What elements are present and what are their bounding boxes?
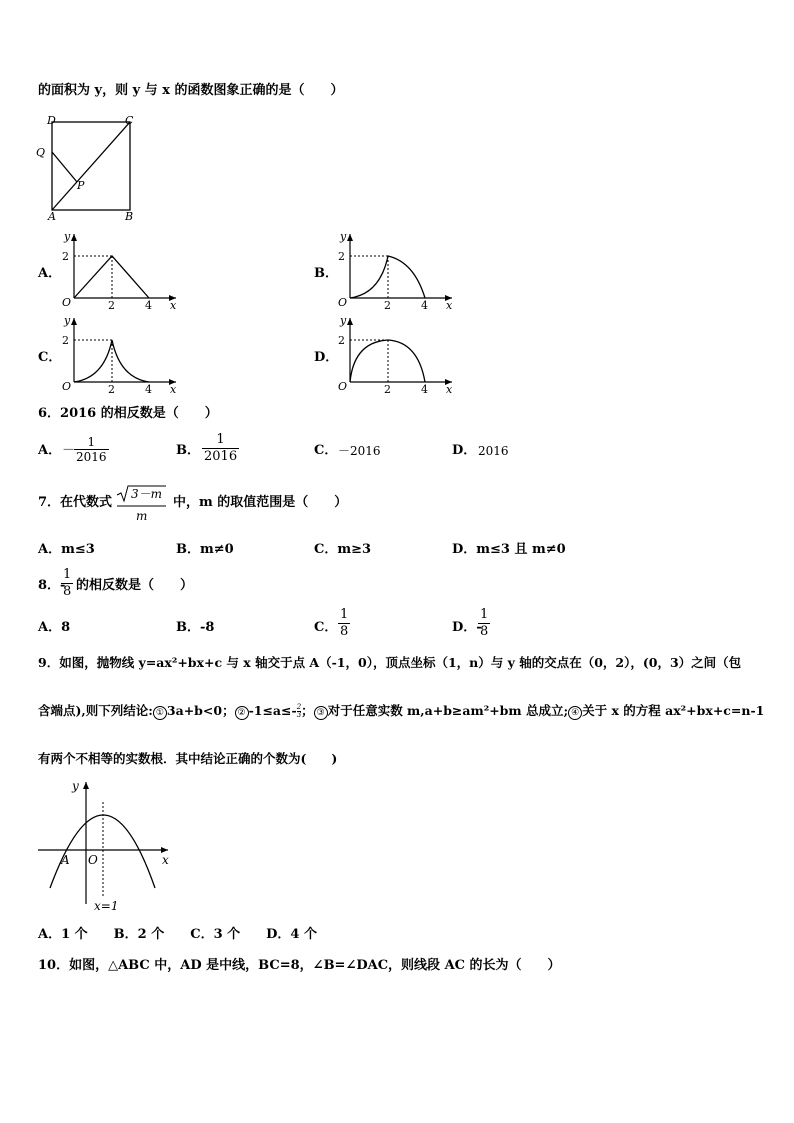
q5-option-c-graph (58, 312, 183, 394)
square-label-a: A (48, 210, 56, 223)
q6-option-c-label: C． (314, 443, 338, 458)
svg-text:x: x (446, 383, 453, 394)
svg-text:x=1: x=1 (94, 899, 119, 912)
square-label-c: C (125, 114, 134, 127)
svg-text:2: 2 (384, 383, 391, 394)
q8-option-a: A．8 (38, 620, 71, 635)
q5-option-b-graph (334, 228, 459, 310)
svg-text:O: O (62, 380, 72, 393)
circled-3: ③ (314, 706, 328, 720)
square-label-p: P (77, 179, 85, 192)
q8-option-d-fraction: 1 8 (480, 607, 489, 639)
circled-2: ② (235, 706, 249, 720)
q6-option-a-fraction: 1 2016 (76, 435, 107, 464)
q8-stem-pre: 8．- (38, 578, 66, 593)
circled-1: ① (153, 706, 167, 720)
svg-text:x: x (170, 299, 177, 310)
q9-parabola-graph (34, 776, 176, 912)
q7-stem-pre: 7．在代数式 (38, 495, 113, 510)
svg-text:x: x (162, 853, 169, 867)
q7-option-a: A．m≤3 (38, 542, 95, 557)
q7-option-d: D．m≤3 且 m≠0 (452, 542, 566, 557)
svg-text:y: y (340, 314, 347, 327)
q5-option-d-graph (334, 312, 459, 394)
q6-option-c-text: －2016 (338, 444, 381, 458)
q5-option-c-label: C． (38, 350, 62, 365)
q5-option-a-label: A． (38, 266, 62, 281)
svg-text:x: x (446, 299, 453, 310)
svg-text:y: y (64, 230, 71, 243)
q7-stem-post: 中，m 的取值范围是（ ） (173, 495, 348, 510)
q8-stem-post: 的相反数是（ ） (76, 578, 194, 593)
q9-fraction-2-3: $\frac{2}{3}$ (296, 703, 302, 719)
square-label-q: Q (36, 146, 46, 159)
q9-options: A．1 个 B．2 个 C．3 个 D．4 个 (38, 927, 317, 942)
svg-text:2: 2 (62, 334, 69, 347)
svg-text:2: 2 (338, 334, 345, 347)
square-label-d: D (47, 114, 56, 127)
svg-text:4: 4 (145, 299, 152, 310)
svg-text:y: y (340, 230, 347, 243)
q5-square-figure (30, 110, 145, 225)
q8-option-c-fraction: 1 8 (340, 607, 349, 639)
q6-option-b-fraction: 1 2016 (204, 432, 238, 464)
q9-line2: 含端点),则下列结论: ① 3a+b<0； ② -1≤a≤- $\frac{2}{3}$ ； ③ 对于任意实数 m,a+b≥am²+bm 总成立; ④ 关于 x 的方程 ax²+bx+c=n-1 (38, 703, 765, 719)
q5-option-d-label: D． (314, 350, 339, 365)
q7-radical-fraction (114, 482, 168, 526)
svg-text:O: O (338, 296, 348, 309)
circled-4: ④ (568, 706, 582, 720)
svg-text:O: O (338, 380, 348, 393)
q6-option-d-text: 2016 (478, 444, 509, 458)
q10-stem: 10．如图，△ABC 中，AD 是中线，BC=8，∠B=∠DAC，则线段 AC 的长为（ ） (38, 958, 561, 973)
svg-text:y: y (72, 779, 79, 793)
svg-text:m: m (136, 509, 148, 523)
q6-stem: 6．2016 的相反数是（ ） (38, 406, 218, 421)
svg-text:4: 4 (145, 383, 152, 394)
q8-option-d-label: D．- (452, 620, 482, 635)
q8-option-b: B．-8 (176, 620, 215, 635)
q5-option-b-label: B． (314, 266, 338, 281)
q5-option-a-graph (58, 228, 183, 310)
svg-text:4: 4 (421, 383, 428, 394)
svg-text:y: y (64, 314, 71, 327)
q9-line3: 有两个不相等的实数根．其中结论正确的个数为( ) (38, 751, 338, 766)
q7-option-b: B．m≠0 (176, 542, 234, 557)
svg-text:O: O (88, 853, 98, 867)
q6-option-a-label: A． (38, 443, 62, 458)
svg-text:x: x (170, 383, 177, 394)
svg-text:4: 4 (421, 299, 428, 310)
q6-option-d-label: D． (452, 443, 477, 458)
q6-option-a-sign: － (62, 443, 76, 458)
svg-text:2: 2 (338, 250, 345, 263)
svg-text:2: 2 (108, 299, 115, 310)
svg-text:2: 2 (384, 299, 391, 310)
svg-text:2: 2 (108, 383, 115, 394)
q5-stem: 的面积为 y，则 y 与 x 的函数图象正确的是（ ） (38, 83, 344, 98)
q9-line1: 9．如图，抛物线 y=ax²+bx+c 与 x 轴交于点 A（-1，0），顶点坐标（1，n）与 y 轴的交点在（0，2），(0，3）之间（包 (38, 655, 742, 670)
q8-option-c-label: C． (314, 620, 338, 635)
q8-stem-fraction: 1 8 (63, 567, 72, 599)
svg-text:O: O (62, 296, 72, 309)
svg-text:A: A (61, 853, 70, 867)
svg-text:2: 2 (62, 250, 69, 263)
square-label-b: B (125, 210, 134, 223)
q6-option-b-label: B． (176, 443, 200, 458)
q7-option-c: C．m≥3 (314, 542, 372, 557)
svg-text:3－m: 3－m (131, 487, 163, 501)
